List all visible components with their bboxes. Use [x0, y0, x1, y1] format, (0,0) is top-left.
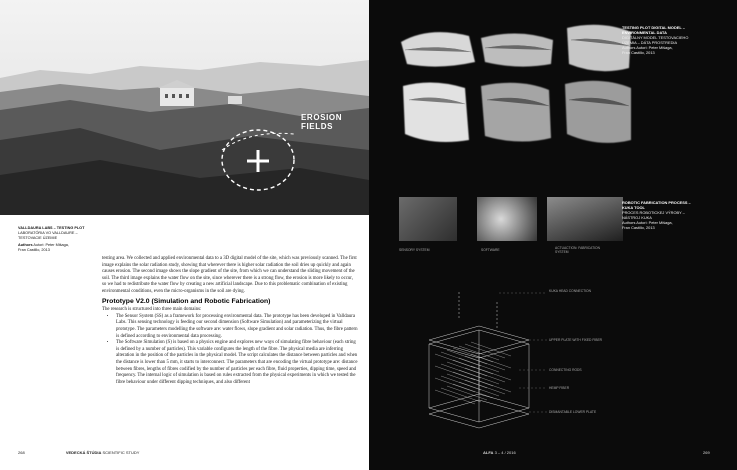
page-number-right: 269 — [703, 450, 710, 455]
footer-left: 268 VEDECKÁ ŠTÚDIA SCIENTIFIC STUDY — [18, 450, 140, 455]
label-sensory: SENSORY SYSTEM — [399, 248, 430, 252]
label-hemp: HEMP FIBER — [549, 386, 570, 390]
left-figure-caption: VALLDAURA LABS – TESTING PLOT LABORATÓRIA VO VALLDAURE – TESTOVACIE ÚZEMIE Authors Autori: Peter Mišaga, Fran Castillo, 2013 — [18, 226, 85, 252]
list-item: • The Software Simulation (S) is based on a physics engine and explores new ways of simulating fibre behaviour (each string is defined by a number of particles). This variable configures the length of the fibre. The physical media are inferring alteration in the position of the particles in the physical model. The script calculates the distance between particles and when the distance is lower than 5 mm, it starts to interconnect. The parameters that are encoding the virtual prototype are: distance between fibres, lengths of fibres codified by the number of particles per each fibre, fluid properties, dipping time, speed and frequency. The internal logic of simulation is based on rules extracted from the physical experiments in which we tested the fibre behaviour under different dipping techniques, and also different — [116, 340, 358, 386]
article-body — [102, 256, 358, 386]
domain-list — [102, 314, 358, 387]
fabrication-photo — [547, 197, 623, 241]
label-software: SOFTWARE — [481, 248, 500, 252]
label-kuka: KUKA HEAD CONNECTION — [549, 289, 591, 293]
right-page — [369, 0, 737, 470]
list-item: • The Sensor System (SS) as a framework for processing environmental data. The prototype has been developed in Valldaura Labs. This sensing technology is feeding our second dimension (Software Simulation) and parameterizing the virtual prototype. The parameters modelling the software are: water flows, slope gradient and solar radiation. Thus, the fibre pattern is defined according to environmental data processing. — [116, 314, 358, 340]
label-fabrication: ACTUACTION: FABRICATION SYSTEM — [555, 246, 600, 254]
paragraph: testing area. We collected and applied environmental data to a 3D digital model of the site, which was previously scanned. The first image explains the solar radiation study, showing that wherever there is higher solar radiation the soil dries up quickly and again causes erosion. The second image shows the slope gradient of the site, from which we can understand the sliding movement of the soil. The third image explains the water flow on the site, since wherever there is a strong flow, the erosion is more likely to occur, so we had to redistribute the water flow by creating a new artificial landscape. Due to this problematic combination of existing environmental conditions, even the micro-organisms in the soil are dying. — [102, 256, 357, 294]
exploded-diagram — [369, 280, 737, 450]
erosion-fields-label: EROSION FIELDS — [301, 113, 343, 131]
sensory-system-photo — [399, 197, 457, 241]
landscape-photo — [0, 0, 369, 215]
paragraph: The research is structured into three main domains: — [102, 307, 202, 313]
label-lower-plate: DISMANTABLE LOWER PLATE — [549, 410, 597, 414]
label-upper-plate: UPPER PLATE WITH FIXED FIBER — [549, 338, 603, 342]
software-photo — [477, 197, 537, 241]
section-heading: Prototype V2.0 (Simulation and Robotic Fabrication) — [102, 297, 271, 305]
label-rods: CONNECTING RODS — [549, 368, 582, 372]
caption-digital-model: TESTING PLOT DIGITAL MODEL – ENVIRONMENTAL DATA DIGITÁLNY MODEL TESTOVACIEHO ÚZEMIA – DÁTA PROSTREDIA Authors Autori: Peter Mišaga, Fran Castillo, 2013 — [622, 25, 689, 55]
footer-right: ALFA 3 – 4 / 2016 — [483, 450, 516, 455]
caption-robotic-fabrication: ROBOTIC FABRICATION PROCESS – KUKA TOOL PROCES ROBOTICKEJ VÝROBY – NÁSTROJ KUKA Authors Autori: Peter Mišaga, Fran Castillo, 2013 — [622, 200, 691, 230]
